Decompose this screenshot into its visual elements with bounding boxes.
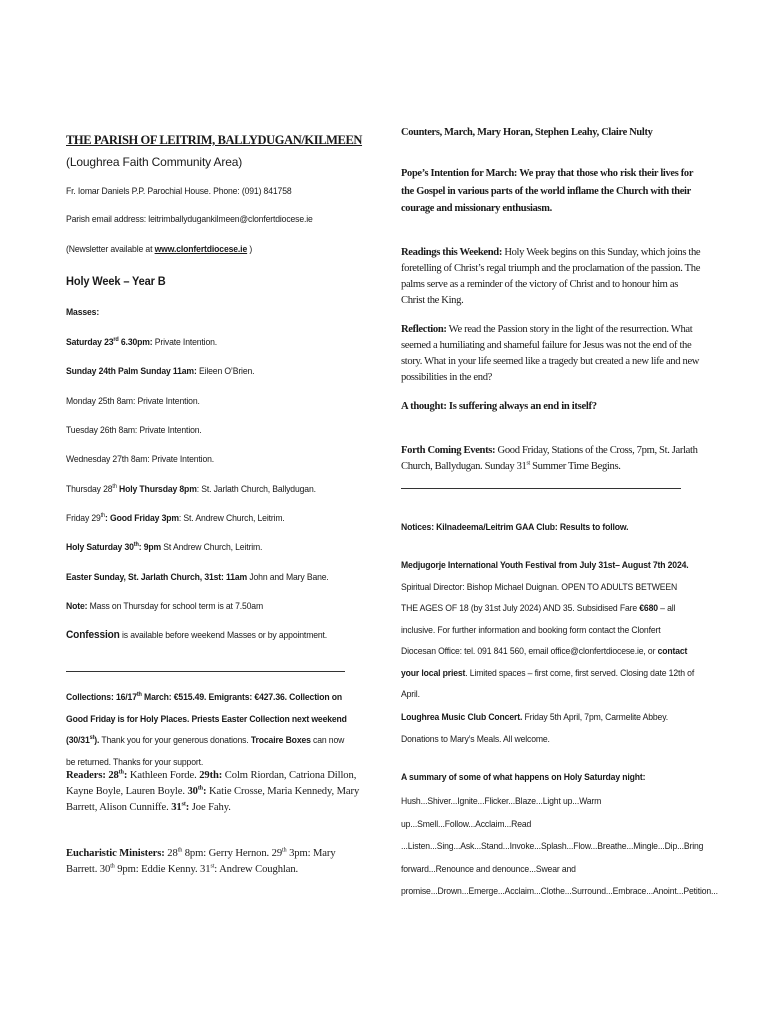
mass-sunday: Sunday 24th Palm Sunday 11am: Eileen O’Brien. [66,365,255,376]
holy-saturday-summary-heading: A summary of some of what happens on Holy Saturday night: [401,771,646,782]
priest-contact: Fr. Iomar Daniels P.P. Parochial House. Phone: (091) 841758 [66,185,292,196]
mass-tuesday: Tuesday 26th 8am: Private Intention. [66,424,202,435]
events-divider [401,488,681,489]
mass-friday: Friday 29th: Good Friday 3pm: St. Andrew Church, Leitrim. [66,512,285,523]
eucharistic-ministers-rota: Eucharistic Ministers: 28th 8pm: Gerry Hernon. 29th 3pm: Mary Barrett. 30th 9pm: Eddie Kenny. 31st: Andrew Coughlan. [66,847,336,875]
parish-email: Parish email address: leitrimballydugankilmeen@clonfertdiocese.ie [66,213,313,224]
newsletter-link[interactable]: www.clonfertdiocese.ie [154,243,248,254]
parish-title: THE PARISH OF LEITRIM, BALLYDUGAN/KILMEEN (Loughrea Faith Community Area) [66,133,363,169]
counters-rota: Counters, March, Mary Horan, Stephen Leahy, Claire Nulty [401,127,653,138]
thought: A thought: Is suffering always an end in itself? [401,401,597,412]
holy-saturday-summary-text: Hush...Shiver...Ignite...Flicker...Blaze...Light up...Warm up...Smell...Follow...Acclaim...Read ...Listen...Sing...Ask...Stand...Invoke...Splash...Flow...Breathe...Mingle...Dip...Bring forward...Renounce and denounce...Swear and promise...Drown...Emerge...Acclaim...Clothe...Surround...Embrace...Anoint...Petition... [401,795,718,896]
mass-saturday: Saturday 23rd 6.30pm: Private Intention. [66,336,218,347]
medjugorje-festival: Medjugorje International Youth Festival from July 31st– August 7th 2024. Spiritual Director: Bishop Michael Duignan. OPEN TO ADULTS BETWEEN THE AGES OF 18 (by 31st July 2024) AND 35. Subsidised Fare €680 – all inclusive. For further information and booking form contact the Clonfert Diocesan Office: tel. 091 841 560, email office@clonfertdiocese.ie, or contact your local priest. Limited spaces – first come, first served. Closing date 12th of April. [401,559,695,699]
mass-thursday: Thursday 28th Holy Thursday 8pm: St. Jarlath Church, Ballydugan. [66,483,316,494]
mass-monday: Monday 25th 8am: Private Intention. [66,395,200,406]
confession-note: Confession is available before weekend Masses or by appointment. [66,629,328,641]
masses-label: Masses: [66,306,100,317]
section-divider [66,671,345,672]
forthcoming-events: Forth Coming Events: Good Friday, Stations of the Cross, 7pm, St. Jarlath Church, Ballydugan. Sunday 31st Summer Time Begins. [401,445,698,472]
popes-intention: Pope’s Intention for March: We pray that those who risk their lives for the Gospel in various parts of the world inflame the Church with their courage and missionary enthusiasm. [401,168,693,214]
collections-notice: Collections: 16/17th March: €515.49. Emigrants: €427.36. Collection on Good Friday is for Holy Places. Priests Easter Collection next weekend (30/31st). Thank you for your generous donations. Trocaire Boxes can now be returned. Thanks for your support. [66,691,347,767]
mass-wednesday: Wednesday 27th 8am: Private Intention. [66,453,215,464]
holy-week-heading: Holy Week – Year B [66,274,166,288]
music-club-concert: Loughrea Music Club Concert. Friday 5th April, 7pm, Carmelite Abbey. Donations to Mary’s Meals. All welcome. [401,711,669,744]
readings-weekend: Readings this Weekend: Holy Week begins on this Sunday, which joins the foretelling of Christ’s regal triumph and the proclamation of the passion. The palms serve as a reminder of the victory of Christ and to honour him as Christ the King. [401,247,701,306]
school-term-note: Note: Mass on Thursday for school term is at 7.50am [66,600,264,611]
reflection: Reflection: We read the Passion story in the light of the resurrection. What seemed a humiliating and shameful failure for Jesus was not the end of the story. What in your life seemed like a tragedy but created a new life and new possibilities in the end? [401,324,700,383]
mass-easter-sunday: Easter Sunday, St. Jarlath Church, 31st: 11am John and Mary Bane. [66,571,329,582]
mass-holy-saturday: Holy Saturday 30th: 9pm St Andrew Church, Leitrim. [66,541,263,552]
newsletter-note: (Newsletter available at www.clonfertdiocese.ie ) [66,243,253,254]
gaa-notice: Notices: Kilnadeema/Leitrim GAA Club: Results to follow. [401,521,629,532]
readers-rota: Readers: 28th: Kathleen Forde. 29th: Colm Riordan, Catriona Dillon, Kayne Boyle, Lauren Boyle. 30th: Katie Crosse, Maria Kennedy, Mary Barrett, Alison Cunniffe. 31st: Joe Fahy. [66,769,360,813]
